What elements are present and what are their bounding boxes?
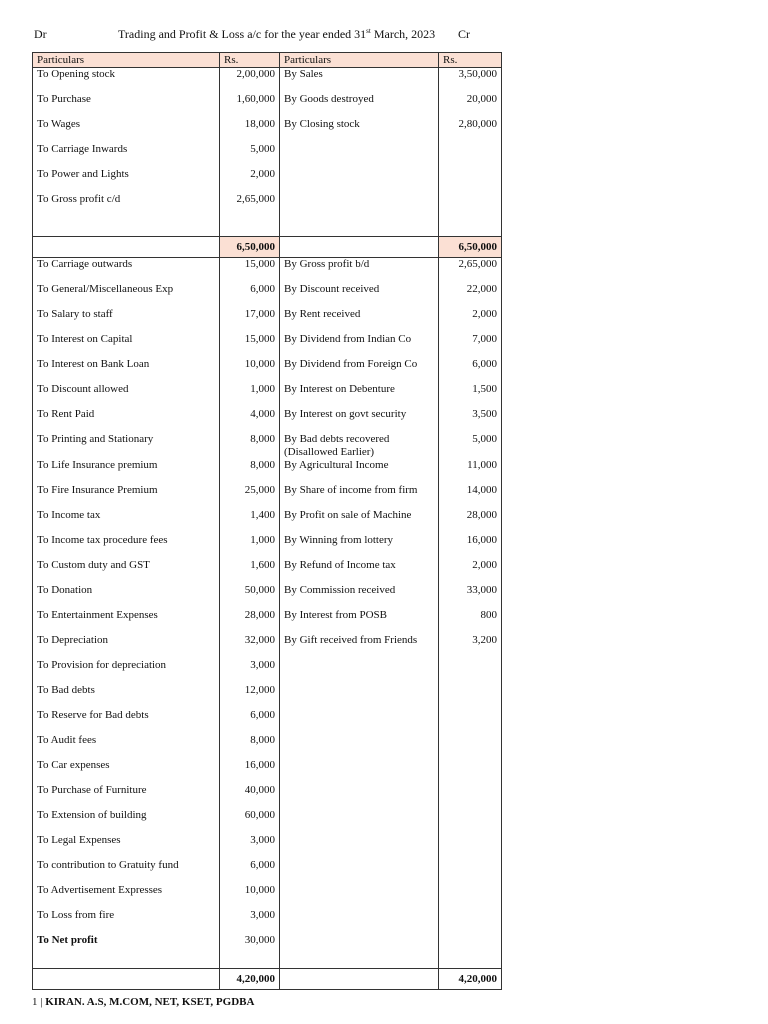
debit-amount: 15,000 [220, 258, 280, 284]
title-superscript: st [366, 27, 371, 35]
pl-row [33, 308, 502, 333]
debit-amount: 50,000 [220, 584, 280, 609]
credit-amount: 2,000 [439, 559, 502, 584]
pl-row [33, 859, 502, 884]
debit-particular: To Loss from fire [33, 909, 220, 934]
debit-particular: To Reserve for Bad debts [33, 709, 220, 734]
pl-total-section [33, 959, 502, 990]
pl-row [33, 358, 502, 383]
debit-particular: To Carriage Inwards [33, 143, 220, 168]
trading-row [33, 68, 502, 94]
credit-particular: By Sales [280, 68, 439, 94]
credit-particular: By Agricultural Income [280, 459, 439, 484]
debit-amount: 10,000 [220, 884, 280, 909]
title-main: Trading and Profit & Loss a/c for the year ended 31 [118, 27, 367, 41]
debit-particular: To Printing and Stationary [33, 433, 220, 459]
title-date: March, 2023 [370, 27, 436, 41]
col-header-rs-left: Rs. [220, 53, 280, 68]
credit-amount: 2,80,000 [439, 118, 502, 143]
credit-particular: By Refund of Income tax [280, 559, 439, 584]
credit-amount: 1,500 [439, 383, 502, 408]
debit-amount: 1,000 [220, 534, 280, 559]
debit-particular: To Wages [33, 118, 220, 143]
pl-row [33, 584, 502, 609]
credit-amount: 3,200 [439, 634, 502, 659]
debit-particular: To Power and Lights [33, 168, 220, 193]
debit-amount: 8,000 [220, 459, 280, 484]
debit-particular: To Depreciation [33, 634, 220, 659]
pl-row [33, 509, 502, 534]
trading-total-row [33, 237, 502, 258]
debit-particular: To Opening stock [33, 68, 220, 94]
trading-row [33, 93, 502, 118]
pl-total-right: 4,20,000 [439, 969, 502, 990]
pl-row [33, 909, 502, 934]
debit-amount: 1,400 [220, 509, 280, 534]
pl-row [33, 484, 502, 509]
pl-row [33, 383, 502, 408]
pl-row [33, 333, 502, 358]
pl-row [33, 258, 502, 284]
column-header-row [33, 53, 502, 68]
debit-amount: 2,000 [220, 168, 280, 193]
pl-row [33, 459, 502, 484]
pl-row [33, 534, 502, 559]
credit-particular: By Profit on sale of Machine [280, 509, 439, 534]
credit-amount: 22,000 [439, 283, 502, 308]
credit-amount: 11,000 [439, 459, 502, 484]
debit-amount: 6,000 [220, 283, 280, 308]
debit-marker: Dr [34, 27, 47, 41]
spacer-row [33, 959, 502, 969]
credit-amount: 14,000 [439, 484, 502, 509]
credit-particular: By Gift received from Friends [280, 634, 439, 659]
credit-amount: 2,000 [439, 308, 502, 333]
pl-row [33, 433, 502, 459]
debit-particular: To Interest on Capital [33, 333, 220, 358]
credit-particular: By Goods destroyed [280, 93, 439, 118]
pl-row [33, 734, 502, 759]
debit-particular: To Interest on Bank Loan [33, 358, 220, 383]
pl-total-left: 4,20,000 [220, 969, 280, 990]
debit-amount: 5,000 [220, 143, 280, 168]
credit-amount: 16,000 [439, 534, 502, 559]
pl-row [33, 709, 502, 734]
debit-particular: To Gross profit c/d [33, 193, 220, 218]
credit-particular: By Winning from lottery [280, 534, 439, 559]
credit-particular: By Rent received [280, 308, 439, 333]
debit-particular: To Net profit [33, 934, 220, 959]
debit-particular: To Rent Paid [33, 408, 220, 433]
debit-amount: 16,000 [220, 759, 280, 784]
debit-amount: 8,000 [220, 734, 280, 759]
col-header-particulars-right: Particulars [280, 53, 439, 68]
credit-particular: By Interest on govt security [280, 408, 439, 433]
debit-particular: To Provision for depreciation [33, 659, 220, 684]
debit-particular: To Legal Expenses [33, 834, 220, 859]
credit-amount: 6,000 [439, 358, 502, 383]
page-footer [32, 996, 254, 1008]
credit-amount: 800 [439, 609, 502, 634]
debit-amount: 3,000 [220, 834, 280, 859]
debit-amount: 30,000 [220, 934, 280, 959]
debit-particular: To Donation [33, 584, 220, 609]
trading-row [33, 143, 502, 168]
debit-amount: 1,000 [220, 383, 280, 408]
debit-particular: To Fire Insurance Premium [33, 484, 220, 509]
trading-row [33, 118, 502, 143]
trading-row [33, 193, 502, 218]
col-header-particulars-left: Particulars [33, 53, 220, 68]
trading-section [33, 68, 502, 219]
credit-particular: By Bad debts recovered (Disallowed Earlier) [280, 433, 439, 459]
credit-particular: By Dividend from Indian Co [280, 333, 439, 358]
debit-amount: 8,000 [220, 433, 280, 459]
pl-row [33, 759, 502, 784]
debit-particular: To Purchase [33, 93, 220, 118]
credit-particular: By Dividend from Foreign Co [280, 358, 439, 383]
trading-total-left: 6,50,000 [220, 237, 280, 258]
debit-particular: To Advertisement Expresses [33, 884, 220, 909]
col-header-rs-right: Rs. [439, 53, 502, 68]
pl-row [33, 934, 502, 959]
credit-particular: By Interest from POSB [280, 609, 439, 634]
credit-marker: Cr [458, 27, 470, 41]
pl-row [33, 784, 502, 809]
pl-row [33, 884, 502, 909]
pl-row [33, 408, 502, 433]
trading-row [33, 168, 502, 193]
credit-amount: 3,50,000 [439, 68, 502, 94]
credit-particular: By Gross profit b/d [280, 258, 439, 284]
debit-amount: 18,000 [220, 118, 280, 143]
credit-amount: 7,000 [439, 333, 502, 358]
author-credit: KIRAN. A.S, M.COM, NET, KSET, PGDBA [45, 996, 255, 1008]
debit-amount: 10,000 [220, 358, 280, 383]
spacer-row [33, 218, 502, 237]
credit-amount: 2,65,000 [439, 258, 502, 284]
debit-particular: To Car expenses [33, 759, 220, 784]
pl-row [33, 659, 502, 684]
credit-particular: By Closing stock [280, 118, 439, 143]
debit-amount: 1,60,000 [220, 93, 280, 118]
debit-particular: To Discount allowed [33, 383, 220, 408]
pl-row [33, 634, 502, 659]
debit-amount: 32,000 [220, 634, 280, 659]
credit-particular: By Interest on Debenture [280, 383, 439, 408]
debit-particular: To Salary to staff [33, 308, 220, 333]
credit-particular: By Discount received [280, 283, 439, 308]
debit-amount: 40,000 [220, 784, 280, 809]
pl-row [33, 684, 502, 709]
debit-amount: 25,000 [220, 484, 280, 509]
debit-particular: To Purchase of Furniture [33, 784, 220, 809]
debit-amount: 12,000 [220, 684, 280, 709]
profit-loss-section [33, 258, 502, 960]
debit-amount: 60,000 [220, 809, 280, 834]
credit-particular: By Commission received [280, 584, 439, 609]
page-number: 1 | [32, 996, 46, 1008]
ledger-table [32, 52, 502, 990]
debit-particular: To Income tax procedure fees [33, 534, 220, 559]
debit-amount: 2,00,000 [220, 68, 280, 94]
debit-particular: To contribution to Gratuity fund [33, 859, 220, 884]
debit-amount: 3,000 [220, 659, 280, 684]
credit-amount: 3,500 [439, 408, 502, 433]
debit-amount: 6,000 [220, 859, 280, 884]
debit-amount: 2,65,000 [220, 193, 280, 218]
credit-amount: 28,000 [439, 509, 502, 534]
debit-particular: To Life Insurance premium [33, 459, 220, 484]
debit-particular: To Income tax [33, 509, 220, 534]
debit-amount: 17,000 [220, 308, 280, 333]
debit-particular: To Entertainment Expenses [33, 609, 220, 634]
debit-particular: To Extension of building [33, 809, 220, 834]
trading-total-right: 6,50,000 [439, 237, 502, 258]
pl-row [33, 834, 502, 859]
debit-amount: 4,000 [220, 408, 280, 433]
debit-particular: To Carriage outwards [33, 258, 220, 284]
pl-total-row [33, 969, 502, 990]
debit-particular: To Audit fees [33, 734, 220, 759]
pl-row [33, 609, 502, 634]
debit-particular: To Bad debts [33, 684, 220, 709]
debit-amount: 15,000 [220, 333, 280, 358]
credit-amount: 20,000 [439, 93, 502, 118]
credit-amount: 5,000 [439, 433, 502, 459]
pl-row [33, 559, 502, 584]
debit-amount: 1,600 [220, 559, 280, 584]
debit-amount: 28,000 [220, 609, 280, 634]
pl-row [33, 809, 502, 834]
page-title [118, 27, 435, 42]
pl-row [33, 283, 502, 308]
debit-amount: 3,000 [220, 909, 280, 934]
debit-particular: To General/Miscellaneous Exp [33, 283, 220, 308]
trading-total-section [33, 218, 502, 258]
debit-particular: To Custom duty and GST [33, 559, 220, 584]
credit-particular: By Share of income from firm [280, 484, 439, 509]
credit-amount: 33,000 [439, 584, 502, 609]
debit-amount: 6,000 [220, 709, 280, 734]
